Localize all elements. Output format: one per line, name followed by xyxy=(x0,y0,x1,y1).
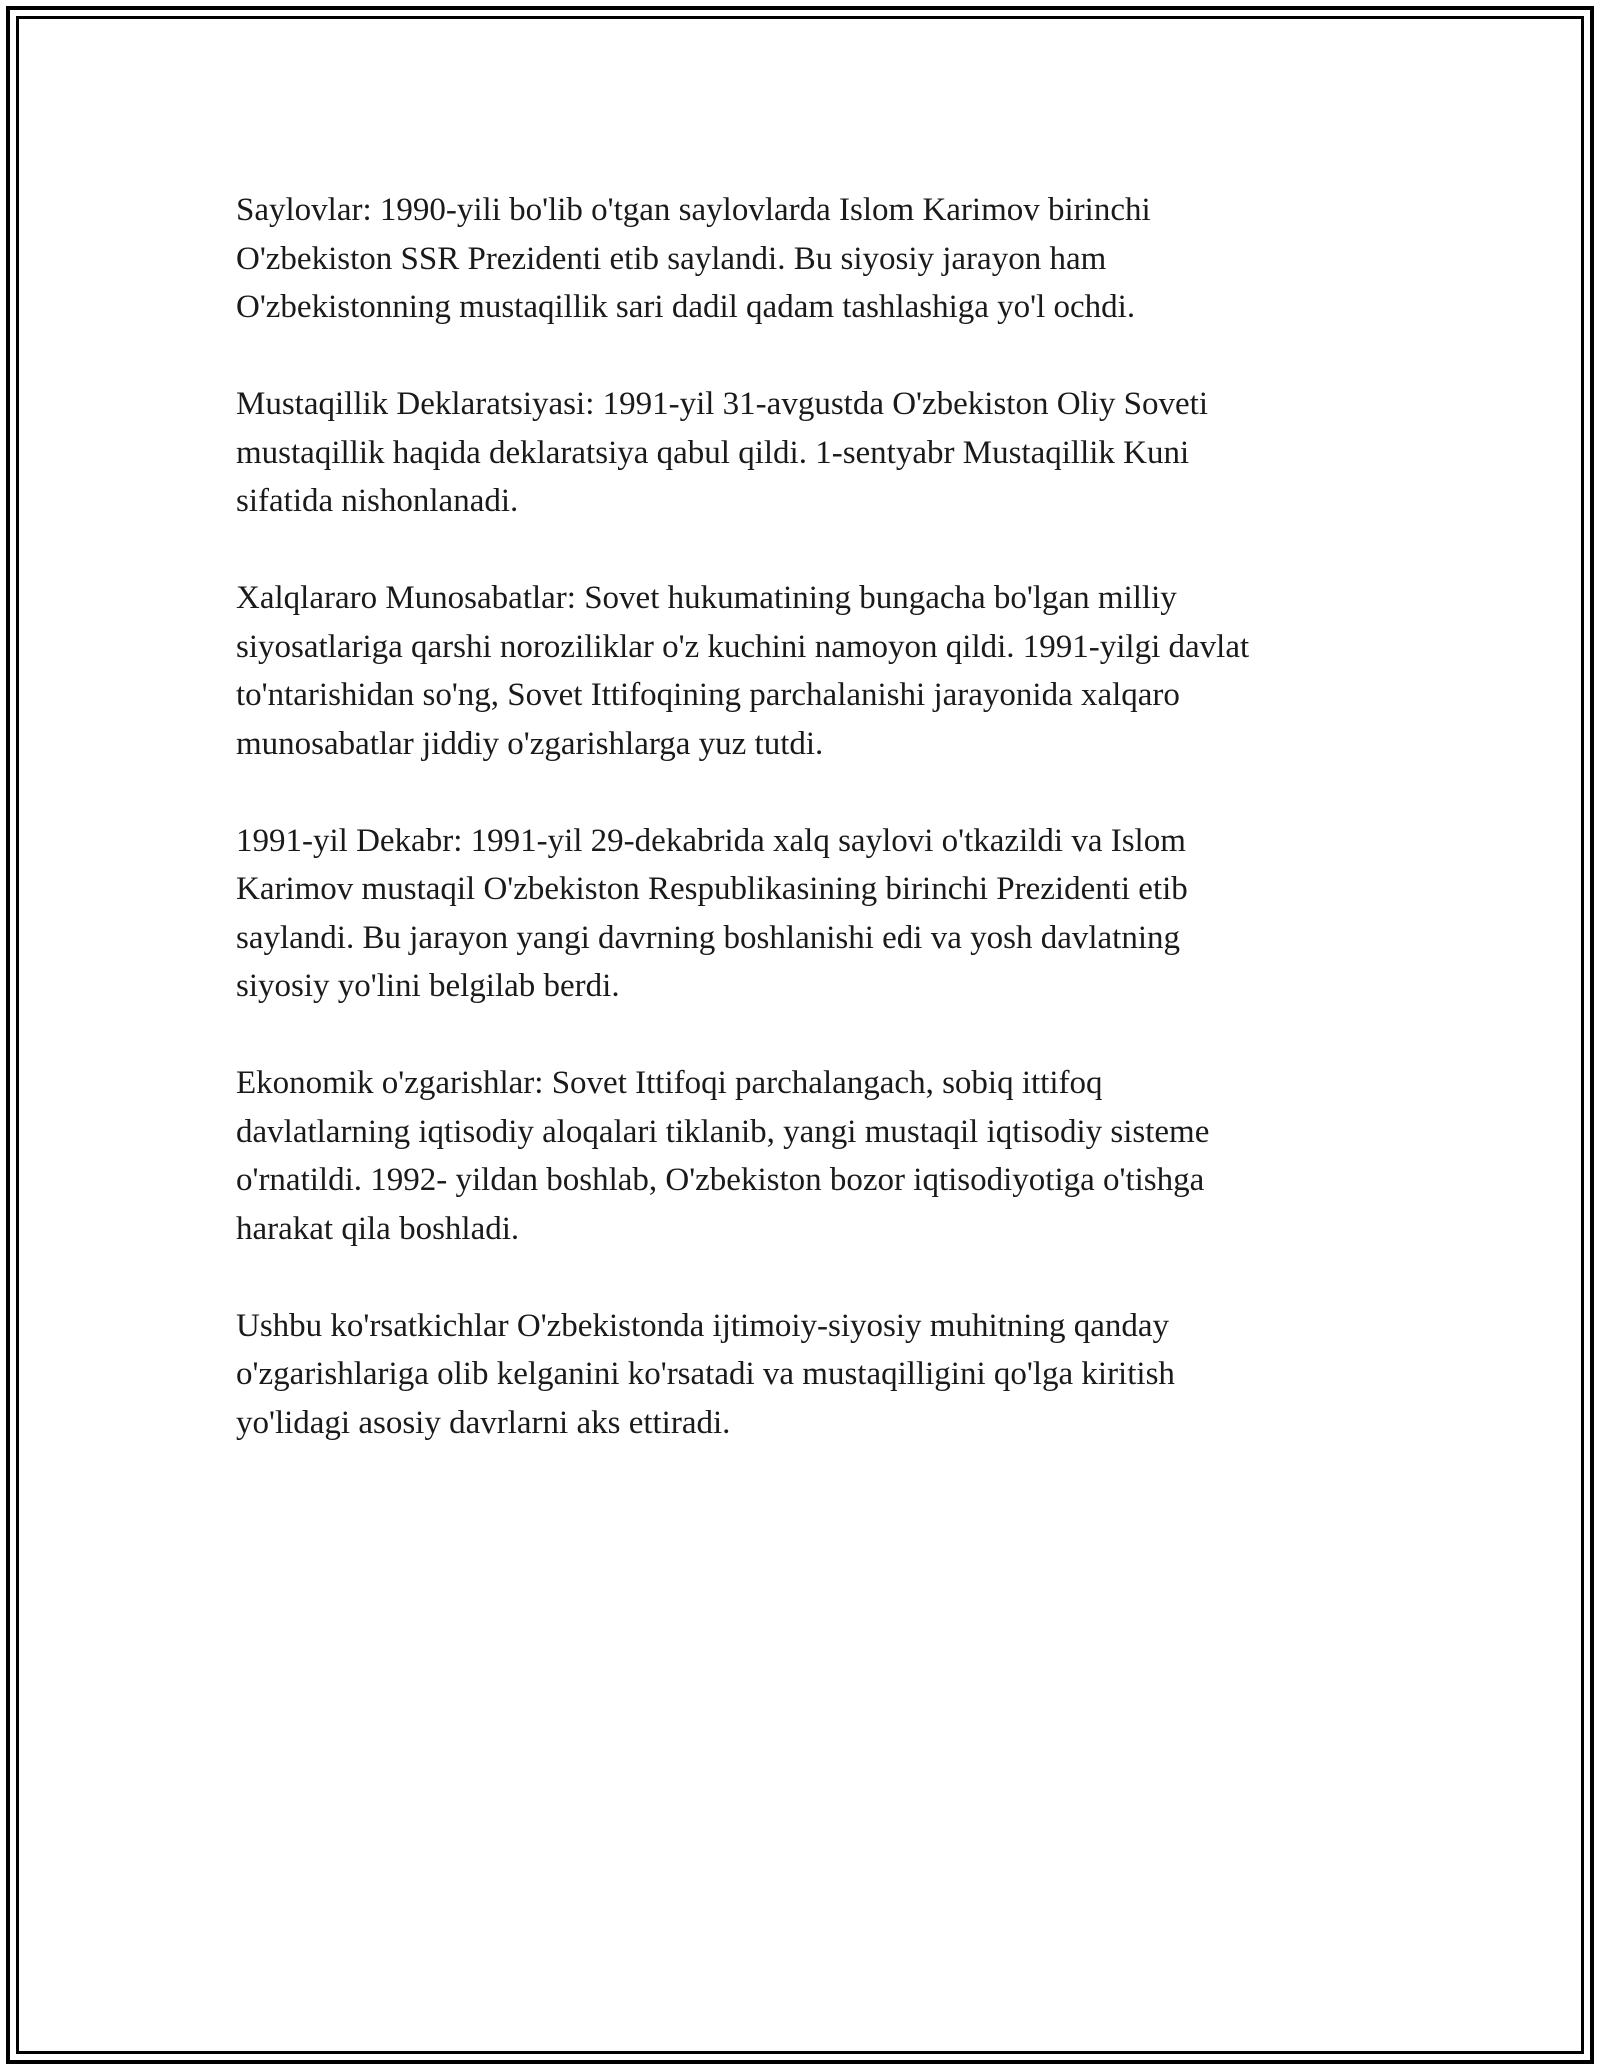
text-line: 1991-yil Dekabr: 1991-yil 29-dekabrida xalq saylovi o'tkazildi va Islom xyxy=(236,822,1186,859)
text-line: mustaqillik haqida deklaratsiya qabul qildi. 1-sentyabr Mustaqillik Kuni xyxy=(236,434,1190,471)
text-line: harakat qila boshladi. xyxy=(236,1210,520,1247)
text-line: siyosiy yo'lini belgilab berdi. xyxy=(236,968,620,1004)
document-body xyxy=(236,186,1386,1496)
text-line: Saylovlar: 1990-yili bo'lib o'tgan saylovlarda Islom Karimov birinchi xyxy=(236,192,1151,228)
text-line: Ushbu ko'rsatkichlar O'zbekistonda ijtimoiy-siyosiy muhitning qanday xyxy=(236,1307,1170,1344)
text-line: Mustaqillik Deklaratsiyasi: 1991-yil 31-avgustda O'zbekiston Oliy Soveti xyxy=(236,386,1208,422)
text-line: davlatlarning iqtisodiy aloqalari tiklanib, yangi mustaqil iqtisodiy sisteme xyxy=(236,1113,1210,1150)
text-line: sifatida nishonlanadi. xyxy=(236,483,519,519)
paragraph-saylovlar xyxy=(236,186,1386,332)
text-line: o'rnatildi. 1992- yildan boshlab, O'zbekiston bozor iqtisodiyotiga o'tishga xyxy=(236,1162,1205,1198)
paragraph-dekabr xyxy=(236,817,1386,1011)
text-line: Karimov mustaqil O'zbekiston Respublikasining birinchi Prezidenti etib xyxy=(236,871,1188,907)
text-line: O'zbekiston SSR Prezidenti etib saylandi. Bu siyosiy jarayon ham xyxy=(236,240,1107,277)
paragraph-munosabatlar xyxy=(236,574,1386,768)
text-line: munosabatlar jiddiy o'zgarishlarga yuz tutdi. xyxy=(236,725,824,762)
text-line: O'zbekistonning mustaqillik sari dadil qadam tashlashiga yo'l ochdi. xyxy=(236,289,1136,325)
paragraph-xulosa xyxy=(236,1302,1386,1448)
paragraph-deklaratsiya xyxy=(236,380,1386,526)
text-line: Xalqlararo Munosabatlar: Sovet hukumatining bungacha bo'lgan milliy xyxy=(236,580,1177,616)
paragraph-ekonomik xyxy=(236,1059,1386,1253)
text-line: saylandi. Bu jarayon yangi davrning boshlanishi edi va yosh davlatning xyxy=(236,919,1180,956)
text-line: Ekonomik o'zgarishlar: Sovet Ittifoqi parchalangach, sobiq ittifoq xyxy=(236,1065,1103,1101)
text-line: to'ntarishidan so'ng, Sovet Ittifoqining parchalanishi jarayonida xalqaro xyxy=(236,677,1180,713)
text-line: o'zgarishlariga olib kelganini ko'rsatadi va mustaqilligini qo'lga kiritish xyxy=(236,1356,1175,1392)
text-line: yo'lidagi asosiy davrlarni aks ettiradi. xyxy=(236,1404,731,1441)
text-line: siyosatlariga qarshi noroziliklar o'z kuchini namoyon qildi. 1991-yilgi davlat xyxy=(236,628,1250,665)
